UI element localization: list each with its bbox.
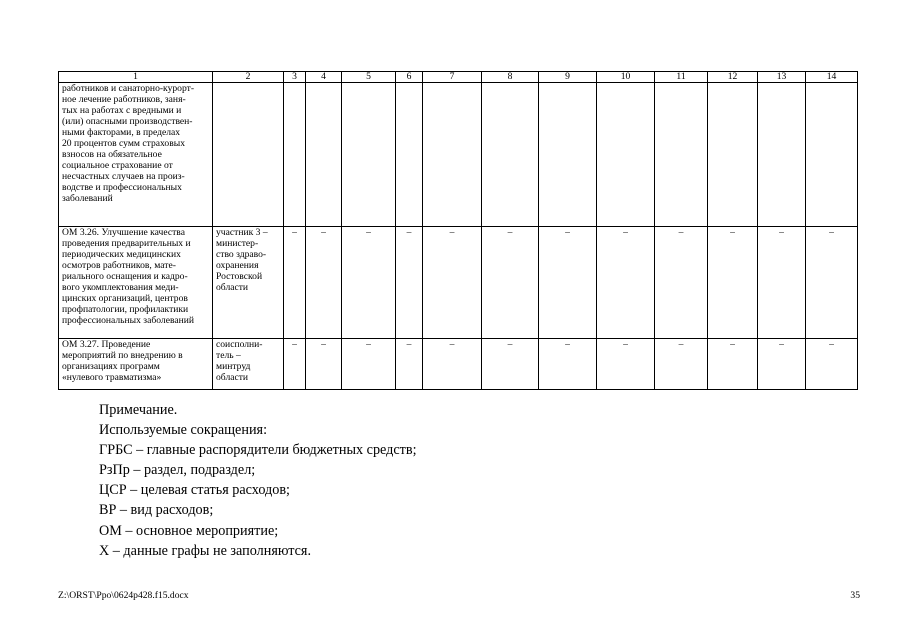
- responsible-party: соисполни- тель – минтруд области: [213, 339, 284, 390]
- table-cell: [306, 83, 342, 227]
- table-cell: –: [539, 227, 597, 339]
- table-cell: –: [806, 339, 858, 390]
- table-cell: –: [758, 227, 806, 339]
- table-cell: –: [539, 339, 597, 390]
- table-cell: –: [306, 227, 342, 339]
- table-cell: –: [708, 339, 758, 390]
- table-cell: –: [342, 227, 396, 339]
- note-line: ЦСР – целевая статья расходов;: [99, 482, 290, 499]
- note-line: Х – данные графы не заполняются.: [99, 542, 311, 559]
- column-number: 12: [708, 72, 758, 83]
- table-cell: –: [655, 339, 708, 390]
- table-cell: –: [284, 227, 306, 339]
- table-cell: –: [306, 339, 342, 390]
- table-cell: –: [482, 227, 539, 339]
- column-number: 13: [758, 72, 806, 83]
- note-line: ВР – вид расходов;: [99, 502, 214, 519]
- table-cell: [482, 83, 539, 227]
- table-row: [59, 339, 858, 390]
- notes-block: [99, 400, 417, 561]
- column-number: 6: [396, 72, 423, 83]
- table-cell: [597, 83, 655, 227]
- note-heading: Примечание.: [99, 402, 178, 418]
- table-cell: –: [423, 339, 482, 390]
- table-cell: –: [806, 227, 858, 339]
- table-row: [59, 227, 858, 339]
- note-line: РзПр – раздел, подраздел;: [99, 462, 256, 479]
- table-cell: [758, 83, 806, 227]
- table-cell: [396, 83, 423, 227]
- table-row: [59, 83, 858, 227]
- column-number: 8: [482, 72, 539, 83]
- column-number: 5: [342, 72, 396, 83]
- table-cell: [806, 83, 858, 227]
- column-number: 2: [213, 72, 284, 83]
- table-cell: [708, 83, 758, 227]
- table-cell: [284, 83, 306, 227]
- table-cell: –: [396, 227, 423, 339]
- table-cell: –: [708, 227, 758, 339]
- responsible-party: [213, 83, 284, 227]
- column-number: 7: [423, 72, 482, 83]
- column-number: 3: [284, 72, 306, 83]
- page-number: 35: [850, 590, 860, 601]
- table-header-row: [59, 72, 858, 83]
- table-cell: –: [284, 339, 306, 390]
- table-cell: –: [597, 227, 655, 339]
- note-line: Используемые сокращения:: [99, 422, 268, 439]
- table-cell: –: [597, 339, 655, 390]
- table-cell: –: [758, 339, 806, 390]
- measure-description: работников и санаторно-курорт- ное лечение работников, заня- тых на работах с вредными и (или) опасными производствен- ными факторами, в пределах 20 процентов сумм страховых взносов на обязательное социальное страхование от несчастных случаев на произ- водстве и профессиональных заболеваний: [59, 83, 213, 227]
- table-cell: –: [423, 227, 482, 339]
- table-cell: [423, 83, 482, 227]
- program-table: [58, 71, 858, 390]
- measure-description: ОМ 3.27. Проведение мероприятий по внедрению в организациях программ «нулевого травматизма»: [59, 339, 213, 390]
- note-line: ГРБС – главные распорядители бюджетных средств;: [99, 442, 417, 459]
- table-cell: –: [396, 339, 423, 390]
- measure-description: ОМ 3.26. Улучшение качества проведения предварительных и периодических медицинских осмотров работников, мате- риального оснащения и кадро- вого укомплектования меди- цинских организаций, центров профпатологии, профилактики профессиональных заболеваний: [59, 227, 213, 339]
- table-cell: [342, 83, 396, 227]
- table-cell: –: [482, 339, 539, 390]
- column-number: 11: [655, 72, 708, 83]
- column-number: 14: [806, 72, 858, 83]
- responsible-party: участник 3 – министер- ство здраво- охранения Ростовской области: [213, 227, 284, 339]
- file-path-footer: Z:\ORST\Ppo\0624p428.f15.docx: [58, 590, 189, 601]
- column-number: 10: [597, 72, 655, 83]
- table-cell: –: [342, 339, 396, 390]
- table-cell: [655, 83, 708, 227]
- table-cell: [539, 83, 597, 227]
- note-line: ОМ – основное мероприятие;: [99, 522, 279, 539]
- column-number: 1: [59, 72, 213, 83]
- column-number: 9: [539, 72, 597, 83]
- table-cell: –: [655, 227, 708, 339]
- column-number: 4: [306, 72, 342, 83]
